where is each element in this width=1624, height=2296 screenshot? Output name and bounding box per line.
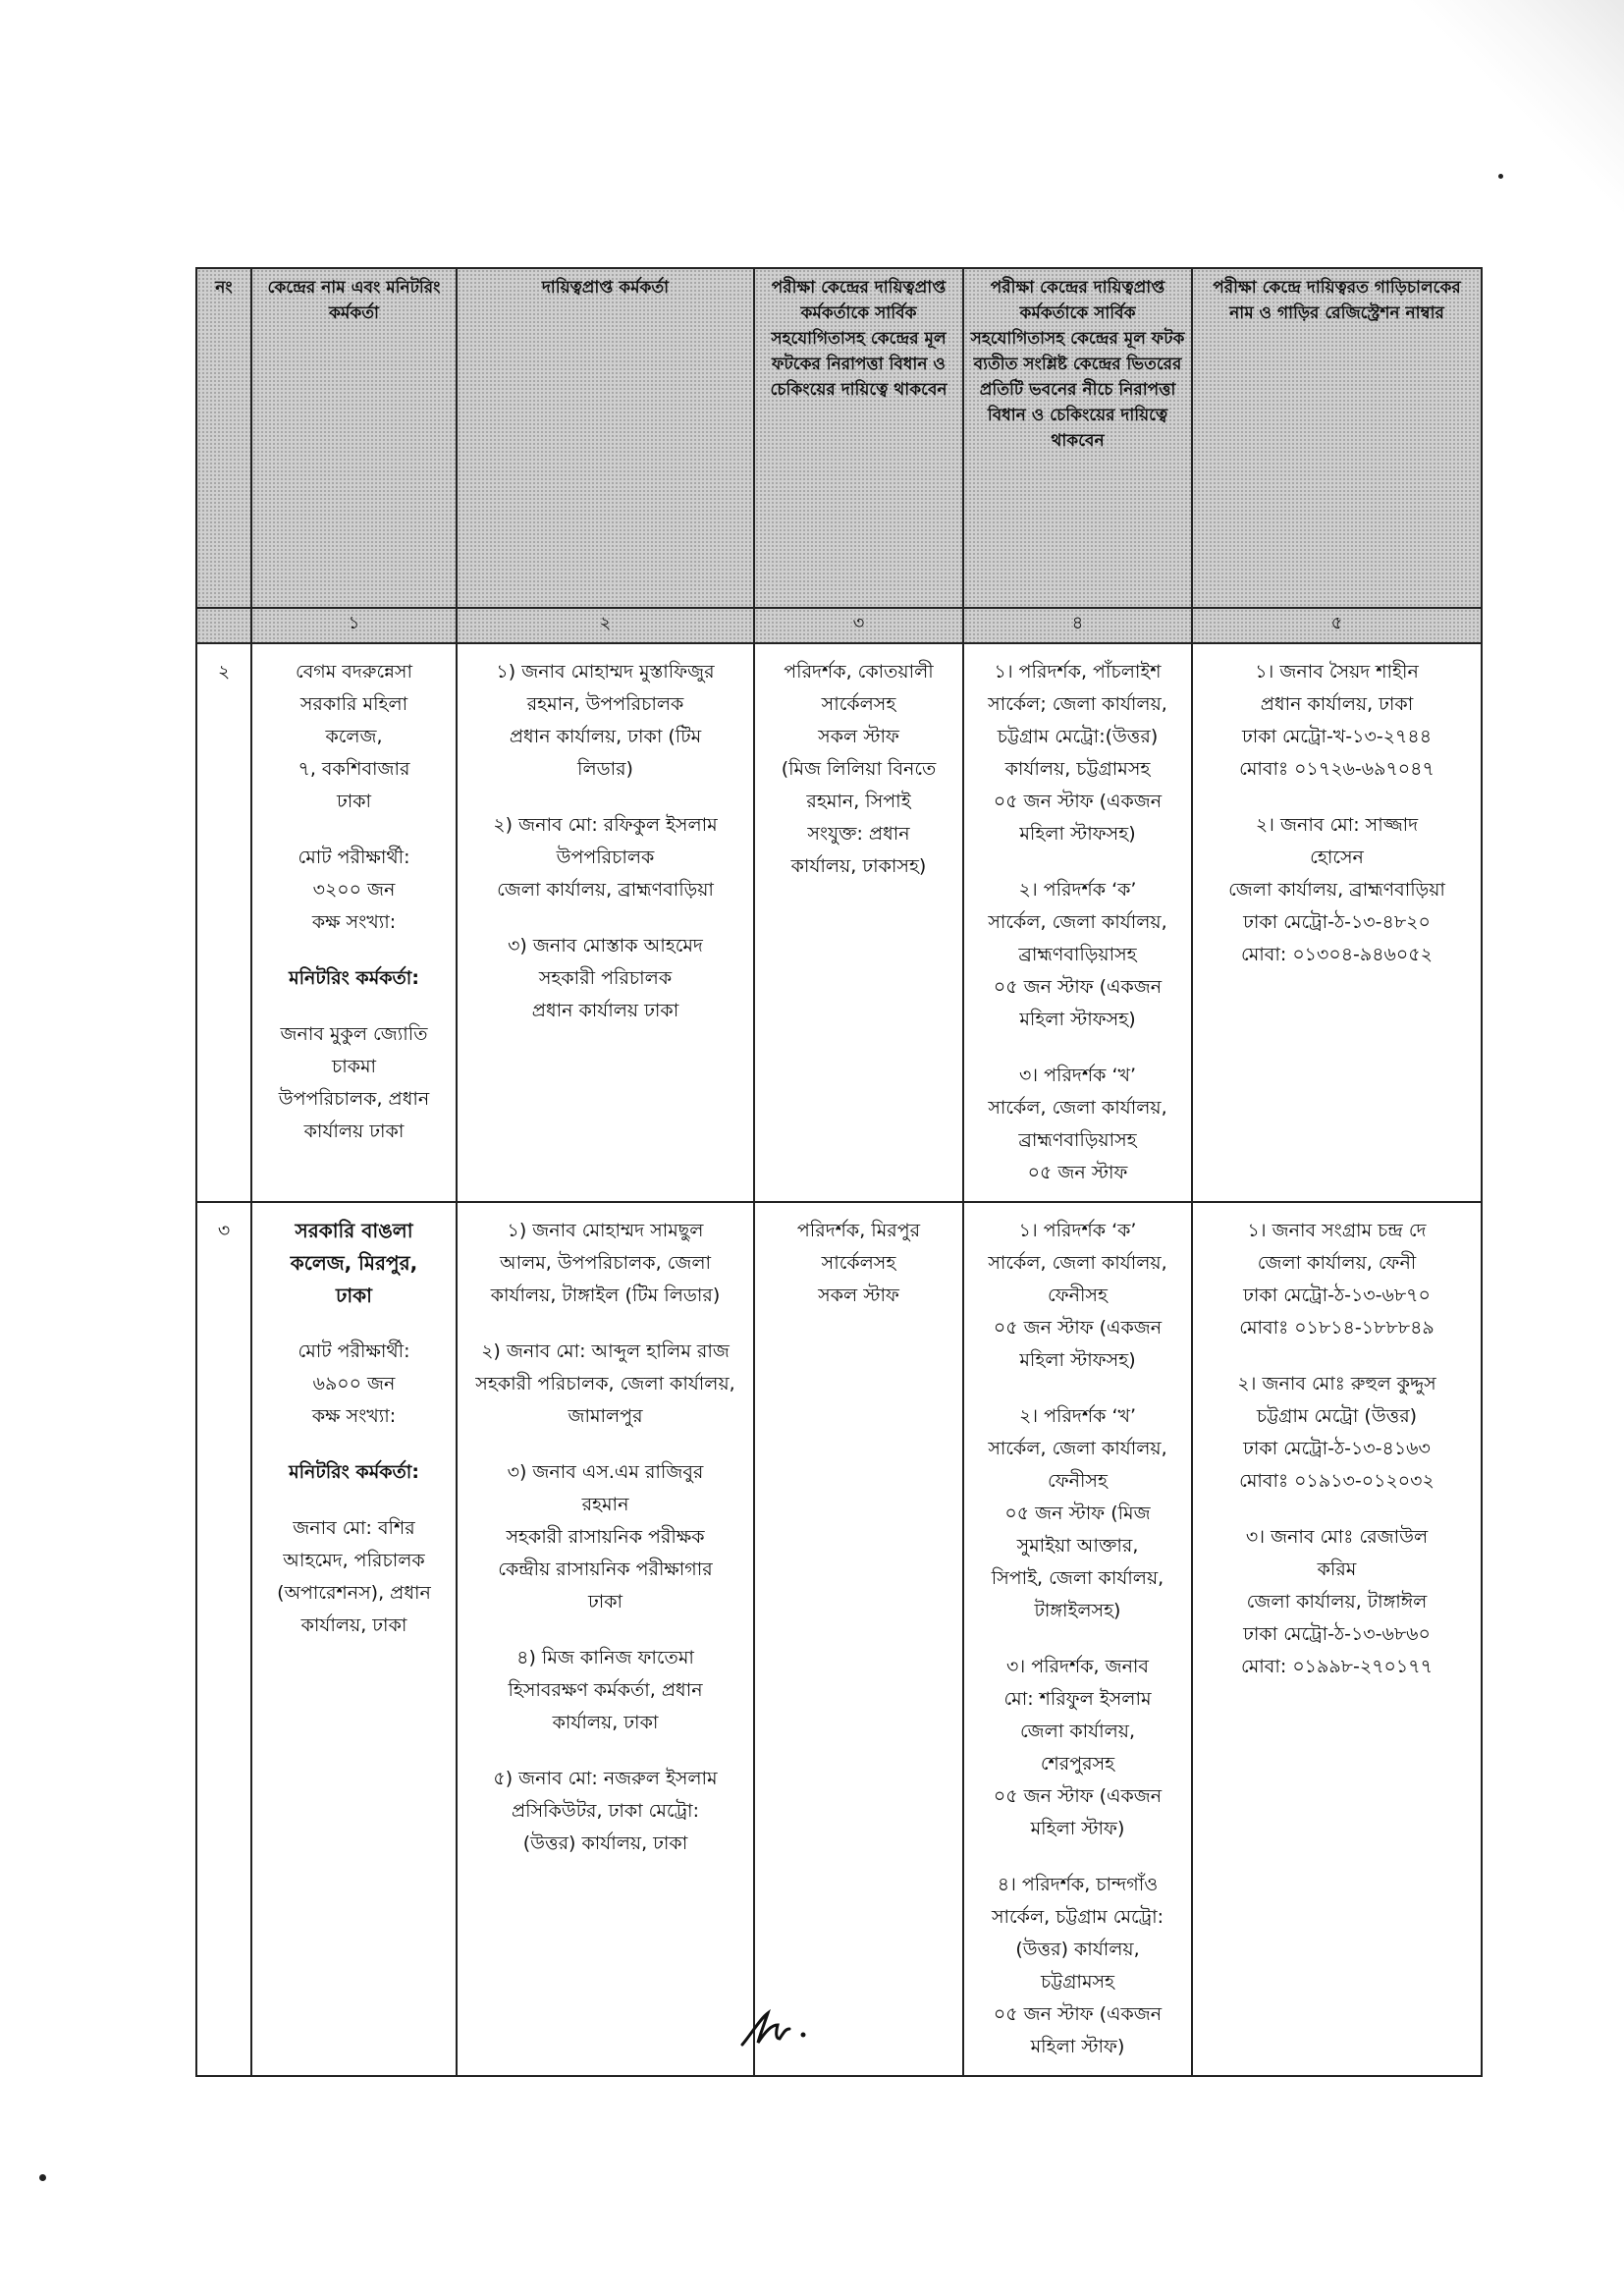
column-number: ৪ [963,608,1192,643]
driver-line: মোবা: ০১৯৯৮-২৭০১৭৭ [1241,1656,1433,1677]
gate-line: সকল স্টাফ [818,1285,899,1306]
inside-line: সার্কেল; জেলা কার্যালয়, [988,693,1167,715]
monitor-label: মনিটরিং কর্মকর্তা: [289,967,419,989]
inside-line: ৩। পরিদর্শক ‘খ’ [1018,1065,1137,1086]
officer-line: ৩) জনাব মোস্তাক আহমেদ [508,935,703,957]
driver-line: করিম [1317,1558,1357,1580]
driver-line: মোবা: ০১৩০৪-৯৪৬০৫২ [1241,944,1433,965]
column-number-blank [196,608,251,643]
page-fold-shadow [1398,0,1624,255]
inside-line: জেলা কার্যালয়, [1019,1721,1136,1742]
inside-line: সিপাই, জেলা কার্যালয়, [991,1567,1164,1589]
inside-line: ফেনীসহ [1048,1285,1108,1306]
officer-line: সহকারী পরিচালক, জেলা কার্যালয়, [475,1373,735,1394]
table-row [196,1202,1482,2076]
monitor-line: জনাব মো: বশির [293,1517,415,1539]
monitor-line: উপপরিচালক, প্রধান [278,1088,430,1110]
inside-line: ৩। পরিদর্শক, জনাব [1006,1656,1149,1677]
inside-line: ০৫ জন স্টাফ (মিজ [1004,1503,1151,1524]
inside-line: ০৫ জন স্টাফ (একজন [993,1785,1163,1807]
inside-line: ০৫ জন স্টাফ (একজন [993,791,1163,812]
monitor-line: আহমেদ, পরিচালক [283,1550,425,1571]
center-name-line: ঢাকা [336,1284,372,1307]
inside-line: ২। পরিদর্শক ‘খ’ [1018,1405,1137,1427]
inside-security-cell [963,643,1192,1202]
officer-line: প্রধান কার্যালয় ঢাকা [531,1000,679,1021]
driver-line: ঢাকা মেট্রো-ঠ-১৩-৪৮২০ [1243,911,1431,933]
center-cell [251,1202,457,2076]
center-name-line: ঢাকা [336,791,372,812]
inside-line: ০৫ জন স্টাফ (একজন [993,2003,1163,2025]
total-examinees-label: মোট পরীক্ষার্থী: [298,1340,410,1362]
driver-line: প্রধান কার্যালয়, ঢাকা [1260,693,1414,715]
column-number: ১ [251,608,457,643]
monitor-line: কার্যালয়, ঢাকা [300,1614,407,1636]
inside-line: চট্টগ্রাম মেট্রো:(উত্তর) [997,726,1159,747]
officer-line: কার্যালয়, ঢাকা [552,1712,659,1733]
inside-line: সার্কেল, জেলা কার্যালয়, [988,1097,1167,1119]
column-number-row [196,608,1482,643]
drivers-cell [1192,1202,1482,2076]
header-row [196,268,1482,608]
center-cell [251,643,457,1202]
center-name-line: কলেজ, [325,726,383,747]
inside-line: ১। পরিদর্শক, পাঁচলাইশ [994,661,1162,683]
inside-line: ০৫ জন স্টাফ [1027,1162,1128,1183]
officer-line: উপপরিচালক [556,847,655,868]
header-officers: দায়িত্বপ্রাপ্ত কর্মকর্তা [457,268,754,608]
gate-line: পরিদর্শক, মিরপুর [796,1220,921,1241]
inside-line: (উত্তর) কার্যালয়, [1015,1939,1140,1960]
inside-line: শেরপুরসহ [1040,1753,1115,1775]
inside-line: মহিলা স্টাফসহ) [1019,823,1136,845]
total-examinees-count: ৩২০০ জন [312,879,396,901]
gate-line: কার্যালয়, ঢাকাসহ) [790,855,927,877]
column-number: ৩ [754,608,963,643]
officer-line: প্রধান কার্যালয়, ঢাকা (টিম [509,726,702,747]
signature [738,2003,817,2052]
duty-table [195,267,1483,2077]
driver-line: মোবাঃ ০১৮১৪-১৮৮৮৪৯ [1239,1317,1435,1339]
driver-line: চট্টগ্রাম মেট্রো (উত্তর) [1256,1405,1418,1427]
driver-line: ২। জনাব মো: সাজ্জাদ [1255,814,1419,836]
officer-line: প্রসিকিউটর, ঢাকা মেট্রো: [512,1800,699,1822]
inside-line: ব্রাহ্মণবাড়িয়াসহ [1018,1129,1137,1151]
center-name-line: সরকারি মহিলা [299,693,408,715]
gate-line: (মিজ লিলিয়া বিনতে [781,758,937,780]
table-row [196,643,1482,1202]
officer-line: ৫) জনাব মো: নজরুল ইসলাম [493,1768,718,1789]
inside-line: ১। পরিদর্শক ‘ক’ [1018,1220,1137,1241]
inside-line: ০৫ জন স্টাফ (একজন [993,976,1163,998]
officer-line: ঢাকা [587,1591,623,1613]
inside-line: সার্কেল, চট্টগ্রাম মেট্রো: [991,1906,1164,1928]
room-count-label: কক্ষ সংখ্যা: [311,911,397,933]
officer-line: ৪) মিজ কানিজ ফাতেমা [516,1647,694,1668]
gate-line: পরিদর্শক, কোতয়ালী [784,661,934,683]
header-no: নং [196,268,251,608]
inside-line: মো: শরিফুল ইসলাম [1003,1688,1152,1710]
officer-line: জামালপুর [568,1405,643,1427]
driver-line: ঢাকা মেট্রো-ঠ-১৩-৬৮৬০ [1243,1623,1431,1645]
total-examinees-label: মোট পরীক্ষার্থী: [298,847,410,868]
officer-line: সহকারী পরিচালক [538,967,673,989]
inside-line: ০৫ জন স্টাফ (একজন [993,1317,1163,1339]
driver-line: ৩। জনাব মোঃ রেজাউল [1245,1526,1429,1548]
monitor-label: মনিটরিং কর্মকর্তা: [289,1461,419,1483]
officer-line: (উত্তর) কার্যালয়, ঢাকা [522,1832,688,1854]
header-gate-security: পরীক্ষা কেন্দ্রের দায়িত্বপ্রাপ্ত কর্মকর্তাকে সার্বিক সহযোগিতাসহ কেন্দ্রের মূল ফটকের নিরাপত্তা বিধান ও চেকিংয়ের দায়িত্বে থাকবেন [754,268,963,608]
officer-line: রহমান, উপপরিচালক [526,693,684,715]
officer-line: ১) জনাব মোহাম্মদ সামছুল [507,1220,704,1241]
center-name-line: কলেজ, মিরপুর, [290,1251,418,1275]
driver-line: ১। জনাব সংগ্রাম চন্দ্র দে [1247,1220,1427,1241]
center-name-line: সরকারি বাঙলা [295,1219,413,1242]
inside-line: সার্কেল, জেলা কার্যালয়, [988,1438,1167,1459]
officer-line: কার্যালয়, টাঙ্গাইল (টিম লিডার) [490,1285,721,1306]
monitor-line: জনাব মুকুল জ্যোতি [280,1023,428,1045]
monitor-line: (অপারেশনস), প্রধান [277,1582,431,1604]
header-center: কেন্দ্রের নাম এবং মনিটরিং কর্মকর্তা [251,268,457,608]
inside-line: কার্যালয়, চট্টগ্রামসহ [1004,758,1151,780]
driver-line: ১। জনাব সৈয়দ শাহীন [1255,661,1419,683]
center-name-line: ৭, বকশিবাজার [298,758,410,780]
center-name-line: বেগম বদরুন্নেসা [295,661,412,683]
total-examinees-count: ৬৯০০ জন [312,1373,396,1394]
monitor-line: চাকমা [331,1056,377,1077]
officer-line: হিসাবরক্ষণ কর্মকর্তা, প্রধান [508,1679,703,1701]
driver-line: জেলা কার্যালয়, ব্রাহ্মণবাড়িয়া [1228,879,1445,901]
driver-line: ঢাকা মেট্রো-ঠ-১৩-৪১৬৩ [1243,1438,1431,1459]
inside-line: মহিলা স্টাফ) [1030,2036,1125,2057]
officer-line: কেন্দ্রীয় রাসায়নিক পরীক্ষাগার [498,1558,713,1580]
row-number: ২ [196,643,251,1202]
driver-line: হোসেন [1310,847,1364,868]
inside-line: সুমাইয়া আক্তার, [1016,1535,1139,1557]
driver-line: মোবাঃ ০১৭২৬-৬৯৭০৪৭ [1239,758,1435,780]
inside-line: মহিলা স্টাফ) [1030,1818,1125,1839]
inside-security-cell [963,1202,1192,2076]
officer-line: রহমান [581,1494,629,1515]
gate-line: সার্কেলসহ [821,1252,896,1274]
driver-line: মোবাঃ ০১৯১৩-০১২০৩২ [1239,1470,1435,1492]
driver-line: ২। জনাব মোঃ রুহুল কুদ্দুস [1237,1373,1436,1394]
officer-line: সহকারী রাসায়নিক পরীক্ষক [506,1526,705,1548]
inside-line: ২। পরিদর্শক ‘ক’ [1018,879,1137,901]
officer-line: লিডার) [577,758,633,780]
room-count-label: কক্ষ সংখ্যা: [311,1405,397,1427]
scan-speck [39,2174,46,2181]
gate-line: সার্কেলসহ [821,693,896,715]
inside-line: মহিলা স্টাফসহ) [1019,1009,1136,1030]
scan-speck [1498,174,1503,179]
officer-line: ১) জনাব মোহাম্মদ মুস্তাফিজুর [496,661,715,683]
officer-line: ৩) জনাব এস.এম রাজিবুর [507,1461,704,1483]
driver-line: ঢাকা মেট্রো-ঠ-১৩-৬৮৭০ [1243,1285,1431,1306]
gate-line: সকল স্টাফ [818,726,899,747]
inside-line: ৪। পরিদর্শক, চান্দগাঁও [997,1874,1159,1895]
officers-cell [457,1202,754,2076]
drivers-cell [1192,643,1482,1202]
inside-line: ব্রাহ্মণবাড়িয়াসহ [1018,944,1137,965]
inside-line: সার্কেল, জেলা কার্যালয়, [988,911,1167,933]
header-inside-security: পরীক্ষা কেন্দ্রের দায়িত্বপ্রাপ্ত কর্মকর্তাকে সার্বিক সহযোগিতাসহ কেন্দ্রের মূল ফটক ব্যতীত সংশ্লিষ্ট কেন্দ্রের ভিতরের প্রতিটি ভবনের নীচে নিরাপত্তা বিধান ও চেকিংয়ের দায়িত্বে থাকবেন [963,268,1192,608]
gate-line: রহমান, সিপাই [806,791,911,812]
officer-line: জেলা কার্যালয়, ব্রাহ্মণবাড়িয়া [497,879,714,901]
inside-line: ফেনীসহ [1048,1470,1108,1492]
officer-line: আলম, উপপরিচালক, জেলা [499,1252,712,1274]
column-number: ২ [457,608,754,643]
inside-line: সার্কেল, জেলা কার্যালয়, [988,1252,1167,1274]
inside-line: টাঙ্গাইলসহ) [1034,1600,1121,1621]
officer-line: ২) জনাব মো: আব্দুল হালিম রাজ [481,1340,730,1362]
officers-cell [457,643,754,1202]
officer-line: ২) জনাব মো: রফিকুল ইসলাম [493,814,718,836]
monitor-line: কার্যালয় ঢাকা [303,1121,405,1142]
inside-line: মহিলা স্টাফসহ) [1019,1349,1136,1371]
row-number: ৩ [196,1202,251,2076]
header-drivers: পরীক্ষা কেন্দ্রে দায়িত্বরত গাড়িচালকের নাম ও গাড়ির রেজিস্ট্রেশন নাম্বার [1192,268,1482,608]
driver-line: ঢাকা মেট্রো-খ-১৩-২৭৪৪ [1241,726,1433,747]
driver-line: জেলা কার্যালয়, ফেনী [1257,1252,1417,1274]
inside-line: চট্টগ্রামসহ [1040,1971,1115,1993]
gate-security-cell [754,643,963,1202]
gate-security-cell [754,1202,963,2076]
gate-line: সংযুক্ত: প্রধান [807,823,910,845]
column-number: ৫ [1192,608,1482,643]
driver-line: জেলা কার্যালয়, টাঙ্গাঈল [1246,1591,1428,1613]
